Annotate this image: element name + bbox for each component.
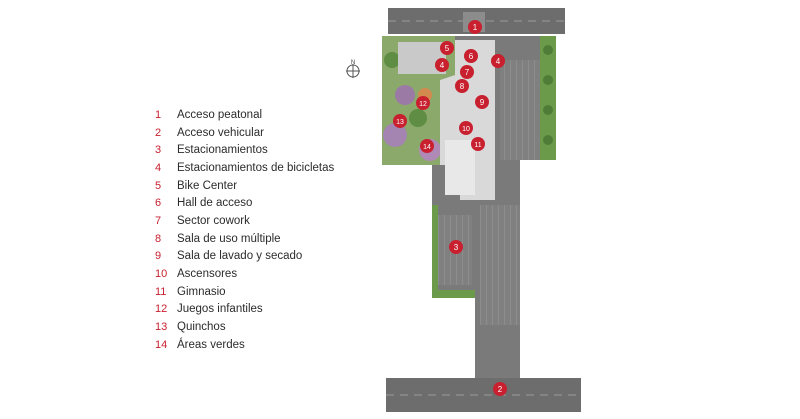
marker-number: 2 (497, 385, 503, 394)
compass-label: N (350, 60, 356, 66)
map-marker (420, 139, 434, 153)
legend-label: Quinchos (177, 321, 226, 334)
map-marker (491, 54, 505, 68)
marker-number: 12 (419, 101, 427, 108)
legend-label: Sector cowork (177, 214, 250, 227)
green-strip-south (432, 290, 475, 298)
building-wing (445, 140, 475, 195)
tree (384, 52, 400, 68)
map-marker (464, 49, 478, 63)
map-marker (416, 96, 430, 110)
legend-number: 8 (155, 232, 162, 245)
map-marker (435, 58, 449, 72)
legend-number: 9 (155, 250, 162, 263)
map-marker (493, 382, 507, 396)
tree (543, 45, 553, 55)
marker-number: 10 (462, 126, 470, 133)
marker-number: 13 (396, 119, 404, 126)
map-marker (468, 20, 482, 34)
legend-label: Gimnasio (177, 285, 226, 298)
legend-number: 11 (155, 285, 167, 298)
legend-number: 2 (155, 126, 162, 139)
legend-number: 4 (155, 161, 162, 174)
legend-number: 1 (155, 108, 162, 121)
legend-number: 6 (155, 197, 162, 210)
legend-number: 10 (155, 268, 168, 281)
legend-label: Acceso vehicular (177, 126, 264, 139)
legend-label: Estacionamientos de bicicletas (177, 161, 335, 174)
legend-number: 13 (155, 321, 168, 334)
marker-number: 8 (459, 82, 465, 91)
tree (409, 109, 427, 127)
marker-number: 1 (472, 23, 478, 32)
legend-label: Juegos infantiles (177, 303, 263, 316)
legend-label: Bike Center (177, 179, 238, 192)
legend-number: 12 (155, 303, 168, 316)
map-marker (393, 114, 407, 128)
marker-number: 5 (444, 44, 450, 53)
marker-number: 7 (464, 68, 470, 77)
tree (543, 135, 553, 145)
marker-number: 14 (423, 144, 431, 151)
legend-label: Áreas verdes (177, 338, 245, 351)
legend-label: Sala de uso múltiple (177, 232, 281, 245)
marker-number: 4 (495, 57, 501, 66)
marker-number: 6 (468, 52, 474, 61)
tree (543, 105, 553, 115)
map-marker (449, 240, 463, 254)
map-marker (475, 95, 489, 109)
tree (395, 85, 415, 105)
legend-label: Sala de lavado y secado (177, 250, 303, 263)
legend-label: Hall de acceso (177, 197, 253, 210)
legend-number: 3 (155, 144, 162, 157)
legend-label: Ascensores (177, 268, 238, 281)
map-marker (459, 121, 473, 135)
map-marker (455, 79, 469, 93)
marker-number: 9 (479, 98, 485, 107)
tree (543, 75, 553, 85)
parking-bays-central (480, 205, 520, 325)
legend-label: Estacionamientos (177, 144, 268, 157)
legend-number: 7 (155, 214, 162, 227)
legend-label: Acceso peatonal (177, 108, 263, 121)
marker-number: 4 (439, 61, 445, 70)
marker-number: 11 (474, 142, 482, 149)
marker-number: 3 (453, 243, 459, 252)
legend-number: 5 (155, 179, 162, 192)
map-marker (471, 137, 485, 151)
map-marker (440, 41, 454, 55)
green-strip-west (432, 205, 438, 298)
parking-bays-north (500, 60, 540, 160)
legend-number: 14 (155, 338, 168, 351)
map-marker (460, 65, 474, 79)
